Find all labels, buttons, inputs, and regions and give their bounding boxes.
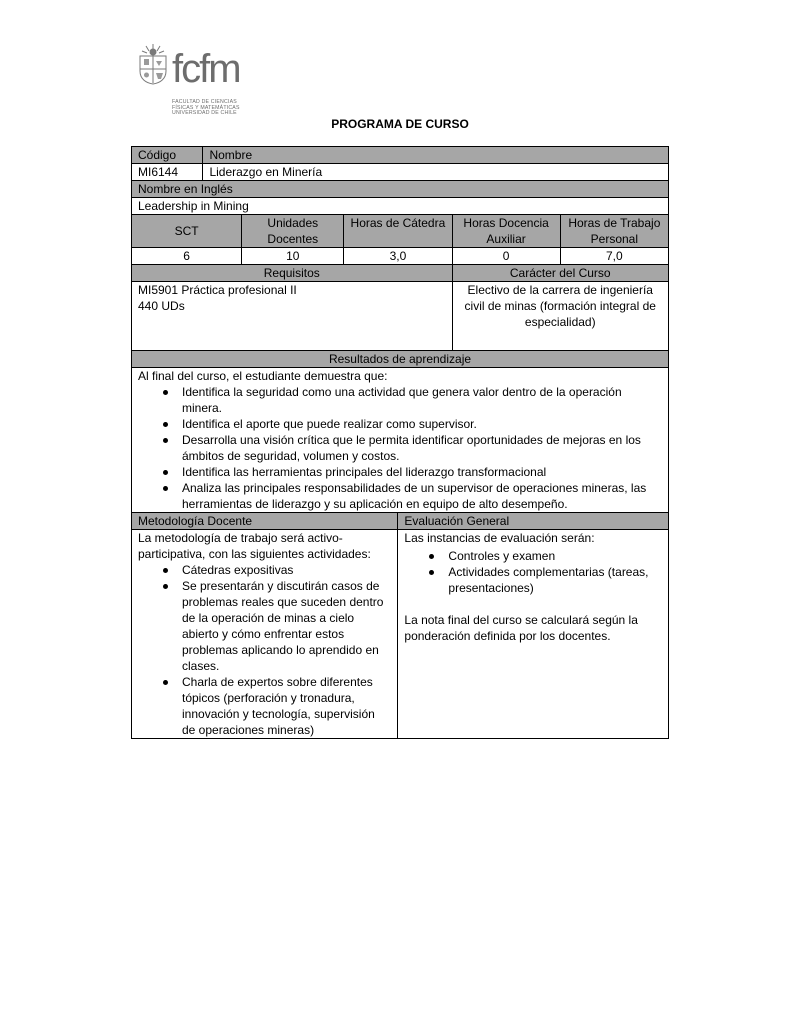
credits-header-personal-hours: Horas de Trabajo Personal bbox=[560, 215, 668, 248]
list-item: Charla de expertos sobre diferentes tópicos (perforación y tronadura, innovación y tecnología, supervisión de operaciones mineras) bbox=[182, 674, 391, 738]
character-label: Carácter del Curso bbox=[452, 265, 669, 282]
credits-value-lecture-hours: 3,0 bbox=[344, 248, 452, 265]
page-title: PROGRAMA DE CURSO bbox=[331, 117, 469, 131]
methodology-label: Metodología Docente bbox=[132, 513, 398, 530]
credits-header-units: Unidades Docentes bbox=[242, 215, 344, 248]
credits-value-units: 10 bbox=[242, 248, 344, 265]
evaluation-label: Evaluación General bbox=[398, 513, 669, 530]
course-code: MI6144 bbox=[132, 164, 203, 181]
methodology-content bbox=[132, 530, 398, 739]
learning-outcomes-content bbox=[132, 368, 669, 513]
evaluation-list bbox=[404, 548, 662, 596]
requirements-content bbox=[132, 282, 453, 351]
requirements-label: Requisitos bbox=[132, 265, 453, 282]
english-name-label: Nombre en Inglés bbox=[132, 181, 669, 198]
requirement-item: 440 UDs bbox=[138, 299, 185, 313]
name-label: Nombre bbox=[203, 147, 669, 164]
list-item: Se presentarán y discutirán casos de problemas reales que suceden dentro de la operación de minas a cielo abierto y cómo enfrentar estos problemas aplicando lo aprendido en clases. bbox=[182, 578, 391, 674]
evaluation-final-note: La nota final del curso se calculará según la ponderación definida por los docentes. bbox=[404, 613, 638, 643]
list-item: Identifica el aporte que puede realizar como supervisor. bbox=[182, 416, 662, 432]
logo-subtitle-line: FÍSICAS Y MATEMÁTICAS bbox=[172, 104, 240, 111]
character-text: Electivo de la carrera de ingeniería civil de minas (formación integral de especialidad) bbox=[452, 282, 669, 351]
credits-value-auxiliary-hours: 0 bbox=[452, 248, 560, 265]
evaluation-intro: Las instancias de evaluación serán: bbox=[404, 531, 595, 545]
learning-outcomes-list bbox=[138, 384, 662, 512]
logo-subtitle-line: FACULTAD DE CIENCIAS bbox=[172, 99, 237, 105]
credits-header-auxiliary-hours: Horas Docencia Auxiliar bbox=[452, 215, 560, 248]
evaluation-content bbox=[398, 530, 669, 739]
english-name: Leadership in Mining bbox=[132, 198, 669, 215]
credits-header-lecture-hours: Horas de Cátedra bbox=[344, 215, 452, 248]
learning-outcomes-label: Resultados de aprendizaje bbox=[132, 351, 669, 368]
course-program-table bbox=[131, 146, 669, 739]
logo-subtitle bbox=[172, 100, 256, 117]
fcfm-logo bbox=[136, 43, 256, 119]
credits-value-sct: 6 bbox=[132, 248, 242, 265]
list-item: Actividades complementarias (tareas, presentaciones) bbox=[448, 564, 662, 596]
requirement-item: MI5901 Práctica profesional II bbox=[138, 283, 297, 297]
code-label: Código bbox=[132, 147, 203, 164]
methodology-intro: La metodología de trabajo será activo-participativa, con las siguientes actividades: bbox=[138, 531, 371, 561]
brand-wordmark: fcfm bbox=[172, 47, 240, 91]
list-item: Controles y examen bbox=[448, 548, 662, 564]
credits-value-personal-hours: 7,0 bbox=[560, 248, 668, 265]
list-item: Analiza las principales responsabilidades de un supervisor de operaciones mineras, las herramientas de liderazgo y su aplicación en equipo de alto desempeño. bbox=[182, 480, 662, 512]
credits-header-sct: SCT bbox=[132, 215, 242, 248]
list-item: Cátedras expositivas bbox=[182, 562, 391, 578]
list-item: Identifica la seguridad como una actividad que genera valor dentro de la operación minera. bbox=[182, 384, 662, 416]
university-seal-icon bbox=[136, 43, 170, 85]
logo-subtitle-line: UNIVERSIDAD DE CHILE bbox=[172, 110, 237, 117]
list-item: Identifica las herramientas principales del liderazgo transformacional bbox=[182, 464, 662, 480]
course-name: Liderazgo en Minería bbox=[203, 164, 669, 181]
methodology-list bbox=[138, 562, 391, 738]
list-item: Desarrolla una visión crítica que le permita identificar oportunidades de mejoras en los ámbitos de seguridad, volumen y costos. bbox=[182, 432, 662, 464]
learning-outcomes-intro: Al final del curso, el estudiante demuestra que: bbox=[138, 369, 388, 383]
